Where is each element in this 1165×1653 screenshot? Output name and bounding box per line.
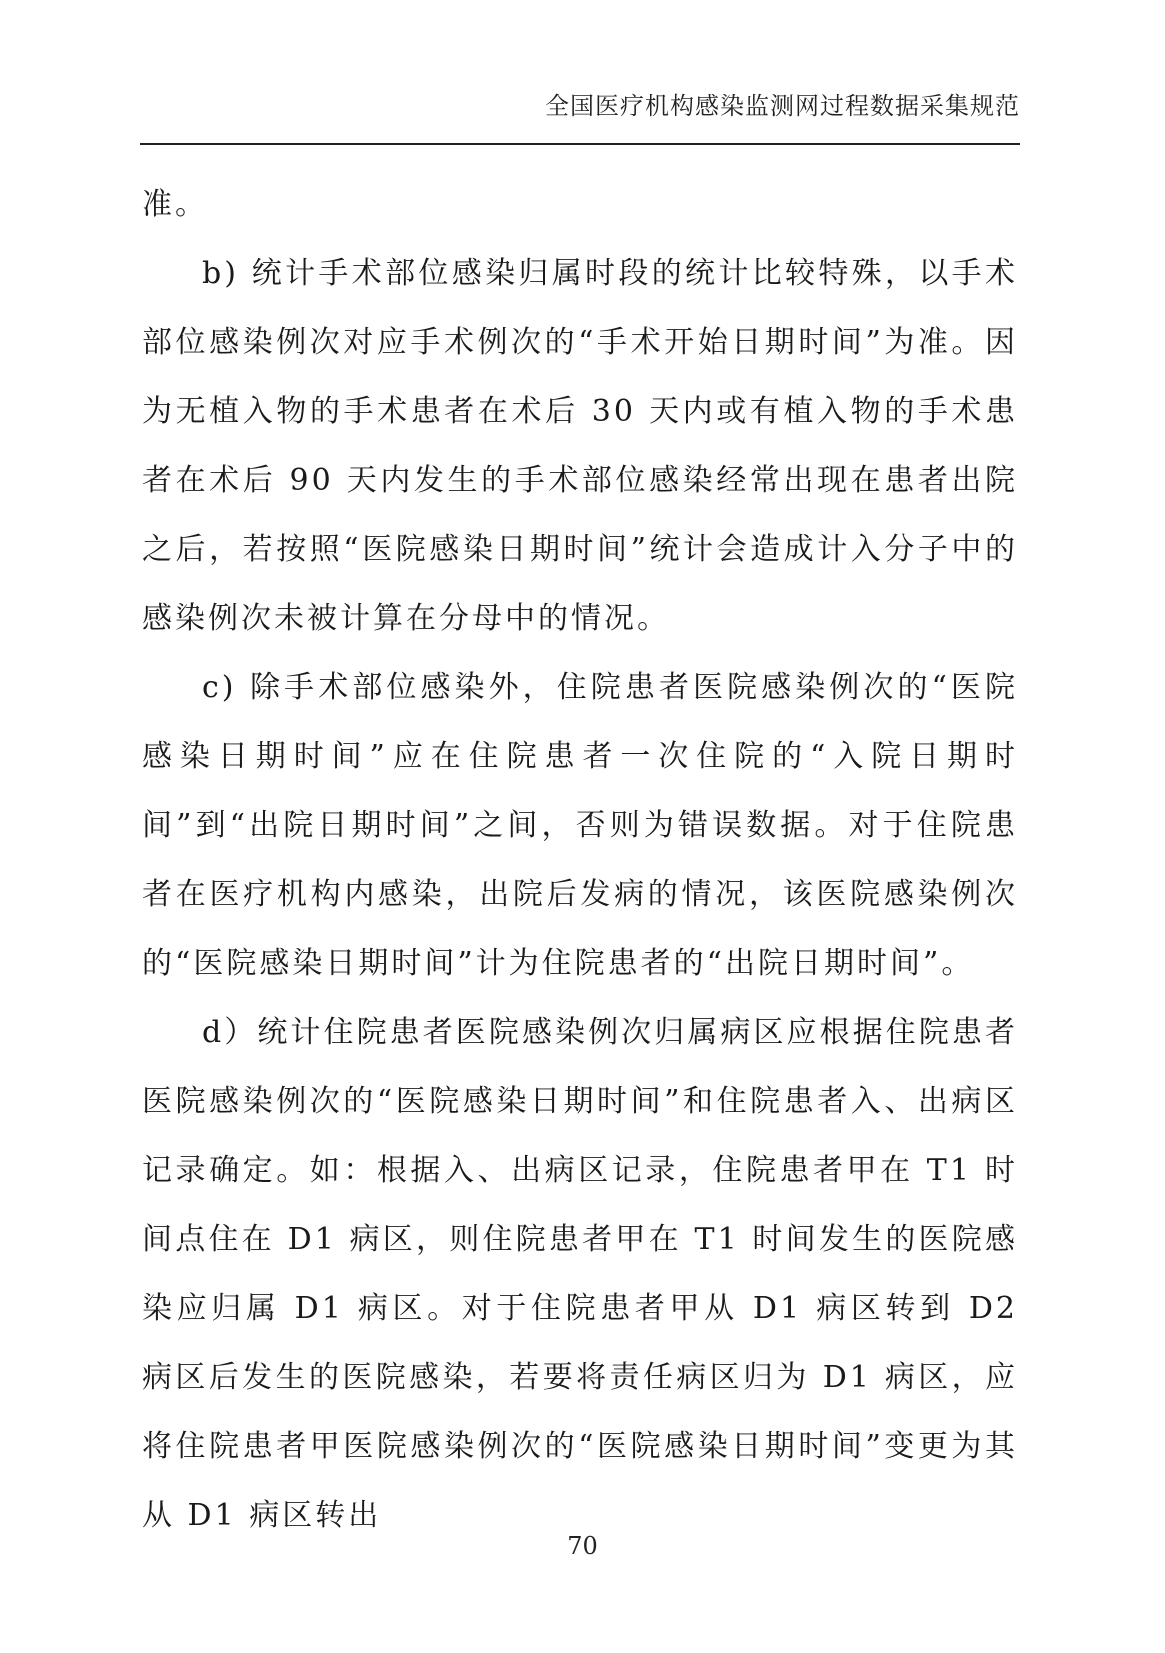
paragraph-d: d）统计住院患者医院感染例次归属病区应根据住院患者医院感染例次的“医院感染日期时间”和住院患者入、出病区记录确定。如：根据入、出病区记录，住院患者甲在 T1 时间点住在 D1 病区，则住院患者甲在 T1 时间发生的医院感染应归属 D1 病区。对于住院患者甲从 D1 病区转到 D2 病区后发生的医院感染，若要将责任病区归为 D1 病区，应将住院患者甲医院感染例次的“医院感染日期时间”变更为其从 D1 病区转出 bbox=[142, 1015, 1018, 1533]
header-divider bbox=[140, 143, 1020, 145]
body-text bbox=[142, 170, 1018, 1550]
paragraph-c: c) 除手术部位感染外，住院患者医院感染例次的“医院感染日期时间”应在住院患者一次住院的“入院日期时间”到“出院日期时间”之间，否则为错误数据。对于住院患者在医疗机构内感染，出院后发病的情况，该医院感染例次的“医院感染日期时间”计为住院患者的“出院日期时间”。 bbox=[142, 670, 1018, 981]
paragraph-b: b) 统计手术部位感染归属时段的统计比较特殊，以手术部位感染例次对应手术例次的“手术开始日期时间”为准。因为无植入物的手术患者在术后 30 天内或有植入物的手术患者在术后 90 天内发生的手术部位感染经常出现在患者出院之后，若按照“医院感染日期时间”统计会造成计入分子中的感染例次未被计算在分母中的情况。 bbox=[142, 256, 1018, 636]
running-header: 全国医疗机构感染监测网过程数据采集规范 bbox=[545, 92, 1020, 120]
page-number: 70 bbox=[567, 1532, 598, 1560]
paragraph-continuation: 准。 bbox=[142, 187, 208, 222]
